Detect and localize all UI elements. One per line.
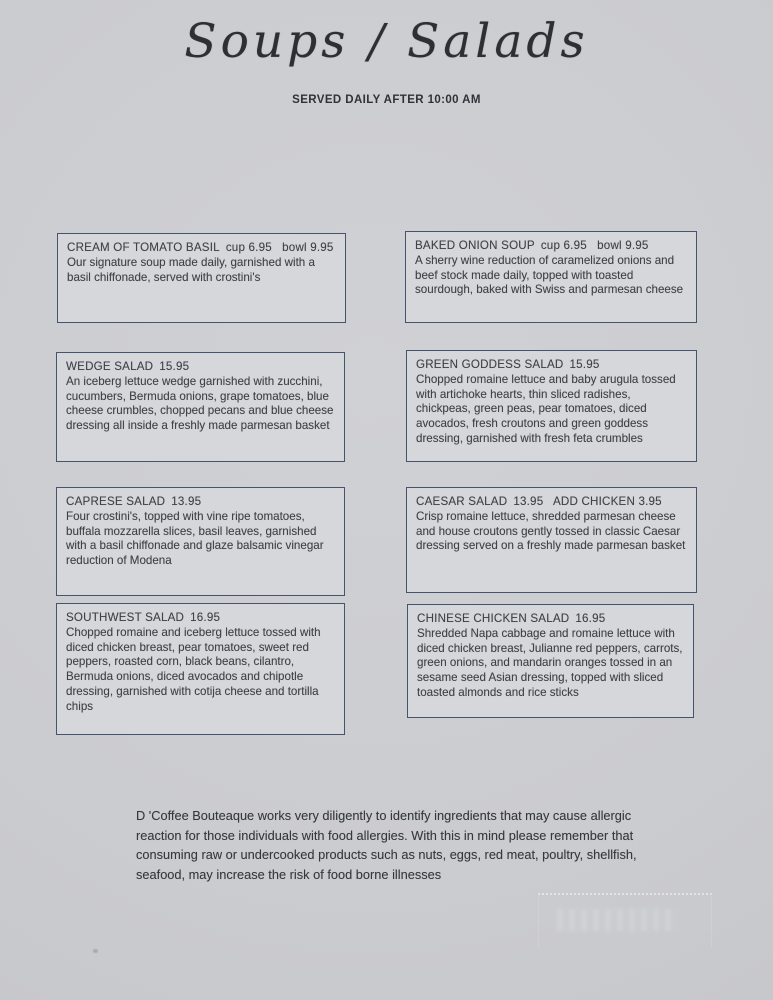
- menu-card-green-goddess-salad: [406, 350, 697, 462]
- card-description: Our signature soup made daily, garnished with a basil chiffonade, served with crostini's: [67, 255, 315, 284]
- card-title: [66, 495, 335, 510]
- card-title: [66, 360, 335, 375]
- card-price: 15.95: [159, 360, 190, 373]
- menu-card-southwest-salad: [56, 603, 345, 735]
- card-description: An iceberg lettuce wedge garnished with zucchini, cucumbers, Bermuda onions, grape tomatoes, blue cheese crumbles, chopped pecans and blue cheese dressing all inside a freshly made parmesan basket: [66, 374, 334, 433]
- card-title: [67, 241, 336, 256]
- card-title: [415, 239, 687, 254]
- card-price: 13.95 ADD CHICKEN 3.95: [513, 495, 662, 508]
- menu-card-baked-onion-soup: [405, 231, 697, 323]
- card-name: CAESAR SALAD: [416, 495, 508, 508]
- card-name: GREEN GODDESS SALAD: [416, 358, 564, 371]
- faint-watermark: [538, 893, 712, 947]
- card-description: Four crostini's, topped with vine ripe tomatoes, buffala mozzarella slices, basil leaves, garnished with a basil chiffonade and glaze balsamic vinegar reduction of Modena: [66, 509, 324, 568]
- card-name: CAPRESE SALAD: [66, 495, 166, 508]
- card-name: BAKED ONION SOUP: [415, 239, 535, 252]
- card-description: Crisp romaine lettuce, shredded parmesan cheese and house croutons gently tossed in classic Caesar dressing served on a freshly made parmesan basket: [416, 509, 686, 553]
- card-name: CHINESE CHICKEN SALAD: [417, 612, 570, 625]
- card-price: cup 6.95 bowl 9.95: [225, 241, 334, 254]
- card-description: A sherry wine reduction of caramelized onions and beef stock made daily, topped with toasted sourdough, baked with Swiss and parmesan cheese: [415, 253, 684, 297]
- card-price: 16.95: [575, 612, 606, 625]
- menu-card-caesar-salad: [406, 487, 697, 593]
- card-name: CREAM OF TOMATO BASIL: [67, 241, 220, 254]
- paper-speck: [93, 949, 98, 953]
- card-description: Chopped romaine and iceberg lettuce tossed with diced chicken breast, pear tomatoes, sweet red peppers, roasted corn, black beans, cilantro, Bermuda onions, diced avocados and chipotle dressing, garnished with cotija cheese and tortilla chips: [66, 625, 321, 713]
- menu-card-cream-of-tomato-basil: [57, 233, 346, 323]
- card-title: [417, 612, 684, 627]
- card-price: 13.95: [171, 495, 202, 508]
- menu-card-chinese-chicken-salad: [407, 604, 694, 718]
- allergy-disclaimer: D 'Coffee Bouteaque works very diligently to identify ingredients that may cause allergic reaction for those individuals with food allergies. With this in mind please remember that consuming raw or undercooked products such as nuts, eggs, red meat, poultry, shellfish, seafood, may increase the risk of food borne illnesses: [136, 808, 637, 882]
- card-title: [416, 495, 687, 510]
- menu-card-wedge-salad: [56, 352, 345, 462]
- card-price: 15.95: [569, 358, 600, 371]
- card-title: [66, 611, 335, 626]
- card-price: 16.95: [190, 611, 221, 624]
- card-name: WEDGE SALAD: [66, 360, 154, 373]
- page-title: Soups / Salads: [184, 14, 589, 69]
- card-price: cup 6.95 bowl 9.95: [540, 239, 649, 252]
- page-subtitle: SERVED DAILY AFTER 10:00 AM: [292, 94, 481, 106]
- card-name: SOUTHWEST SALAD: [66, 611, 185, 624]
- card-title: [416, 358, 687, 373]
- menu-card-caprese-salad: [56, 487, 345, 596]
- card-description: Chopped romaine lettuce and baby arugula tossed with artichoke hearts, thin sliced radishes, chickpeas, green peas, pear tomatoes, diced avocados, fresh croutons and green goddess dressing, garnished with fresh feta crumbles: [416, 372, 676, 445]
- card-description: Shredded Napa cabbage and romaine lettuce with diced chicken breast, Julianne red peppers, carrots, green onions, and mandarin oranges tossed in an sesame seed Asian dressing, topped with sliced toasted almonds and rice sticks: [417, 626, 683, 699]
